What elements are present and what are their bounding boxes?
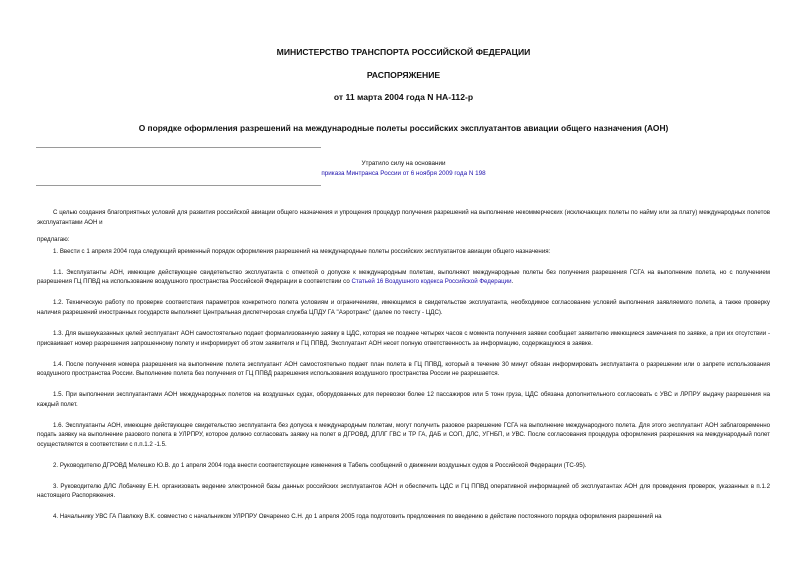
ministry-heading: МИНИСТЕРСТВО ТРАНСПОРТА РОССИЙСКОЙ ФЕДЕРАЦИИ: [276, 47, 531, 57]
paragraph-item-3: 3. Руководителю ДЛС Лобачеву Е.Н. организовать ведение электронной базы данных российских эксплуатантов АОН и обеспечить ЦДС и ГЦ ППВД оперативной информацией об эксплуатантах АОН для проведения проверок, указанных в п.1.2 настоящего Распоряжения.: [37, 482, 770, 500]
paragraph-item-1-3: 1.3. Для вышеуказанных целей эксплуатант АОН самостоятельно подает формализованную заявку в ЦДС, которая не позднее четырех часов с момента получения заявки сообщает заявителю имеющиеся замечания по заявке, а при их отсутствии - присваивает номер разрешения запрошенному полету и информирует об этом заявителя и ГЦ ППВД. Эксплуатант АОН несет полную ответственность за информацию, содержащуюся в заявке.: [37, 329, 770, 347]
paragraph-item-1-6: 1.6. Эксплуатанты АОН, имеющие действующее свидетельство эксплуатанта без допуска к международным полетам, могут получить разовое разрешение ГСГА на выполнение международного полета. Для этого эксплуатант АОН заблаговременно подать заявку на выполнение разового полета в УЛРПРУ, которое должно согласовать заявку на полет в ДГРОВД, ДПЛГ ГВС и ТР ГА, ДАБ и СОП, ДЛС, УГНБП, и УВС. После согласования процедура оформления разрешения на международный полет осуществляется в соответствии с п.п.1.2 -1.5.: [37, 421, 770, 448]
divider-bottom: [36, 185, 321, 186]
paragraph-item-1-5: 1.5. При выполнении эксплуатантами АОН международных полетов на воздушных судах, оборудованных для перевозки более 12 пассажиров или 5 тонн груза, ЦДС обязана дополнительного согласовать с УВС и ЛРПРУ выдачу разрешения на каждый полет.: [37, 391, 770, 408]
paragraph-propose: предлагаю:: [37, 236, 70, 244]
document-date-number: от 11 марта 2004 года N НА-112-р: [333, 92, 474, 102]
paragraph-item-1-4: 1.4. После получения номера разрешения на выполнение полета эксплуатант АОН самостоятельно подает план полета в ГЦ ППВД, который в течение 30 минут обязан информировать эксплуатанта о разрешении или о запрете использования воздушного пространства России. Выполнение полета без получения от ГЦ ППВД разрешения использования воздушного пространства России не разрешается.: [37, 360, 770, 378]
status-link[interactable]: приказа Минтранса России от 6 ноября 2009 года N 198: [321, 170, 486, 177]
paragraph-item-1: 1. Ввести с 1 апреля 2004 года следующий временный порядок оформления разрешений на международные полеты российских эксплуатантов авиации общего назначения:: [53, 247, 551, 255]
item-1-1-end: .: [511, 278, 514, 286]
document-title: О порядке оформления разрешений на международные полеты российских эксплуатантов авиации общего назначения (АОН): [138, 123, 669, 133]
document-body: [37, 208, 770, 533]
air-code-article-link[interactable]: Статьей 16 Воздушного кодекса Российской Федерации: [351, 278, 512, 286]
status-note: Утратило силу на основании: [361, 160, 446, 167]
document-type-heading: РАСПОРЯЖЕНИЕ: [366, 70, 441, 80]
paragraph-item-2: 2. Руководителю ДГРОВД Мелешко Ю.В. до 1 апреля 2004 года внести соответствующие изменения в Табель сообщений о движении воздушных судов в Российской Федерации (ТС-95).: [53, 461, 587, 469]
paragraph-intro: С целью создания благоприятных условий для развития российской авиации общего назначения и упрощения процедур получения разрешений на выполнение некоммерческих (исключающих полеты по найму или за плату) международных полетов эксплуатантами АОН и: [37, 209, 770, 226]
paragraph-item-1-2: 1.2. Техническую работу по проверке соответствия параметров конкретного полета условиям и ограничениям, имеющимся в свидетельстве эксплуатанта, необходимое согласование условий выполнения заявляемого полета, а также проверку наличия разрешений иностранных государств выполняет Центральная диспетчерская служба ЦПДУ ГА "Аэротранс" (далее по тексту - ЦДС).: [37, 299, 770, 316]
paragraph-item-1-1: [37, 268, 770, 287]
paragraph-item-4: 4. Начальнику УВС ГА Павлюку В.К. совместно с начальником УЛРПРУ Овчаренко С.Н. до 1 апреля 2005 года подготовить предложения по введению в действие постоянного порядка оформления разрешений на: [53, 513, 662, 521]
item-1-1-text: 1.1. Эксплуатанты АОН, имеющие действующее свидетельство эксплуатанта с отметкой о допуске к международным полетам, выполняют международные полеты без получения разрешения ГСГА на выполнение полета, но с получением разрешения ГЦ ППВД на использование воздушного пространства Российской Федерации в соответствии со: [37, 268, 770, 286]
divider-top: [36, 147, 321, 148]
